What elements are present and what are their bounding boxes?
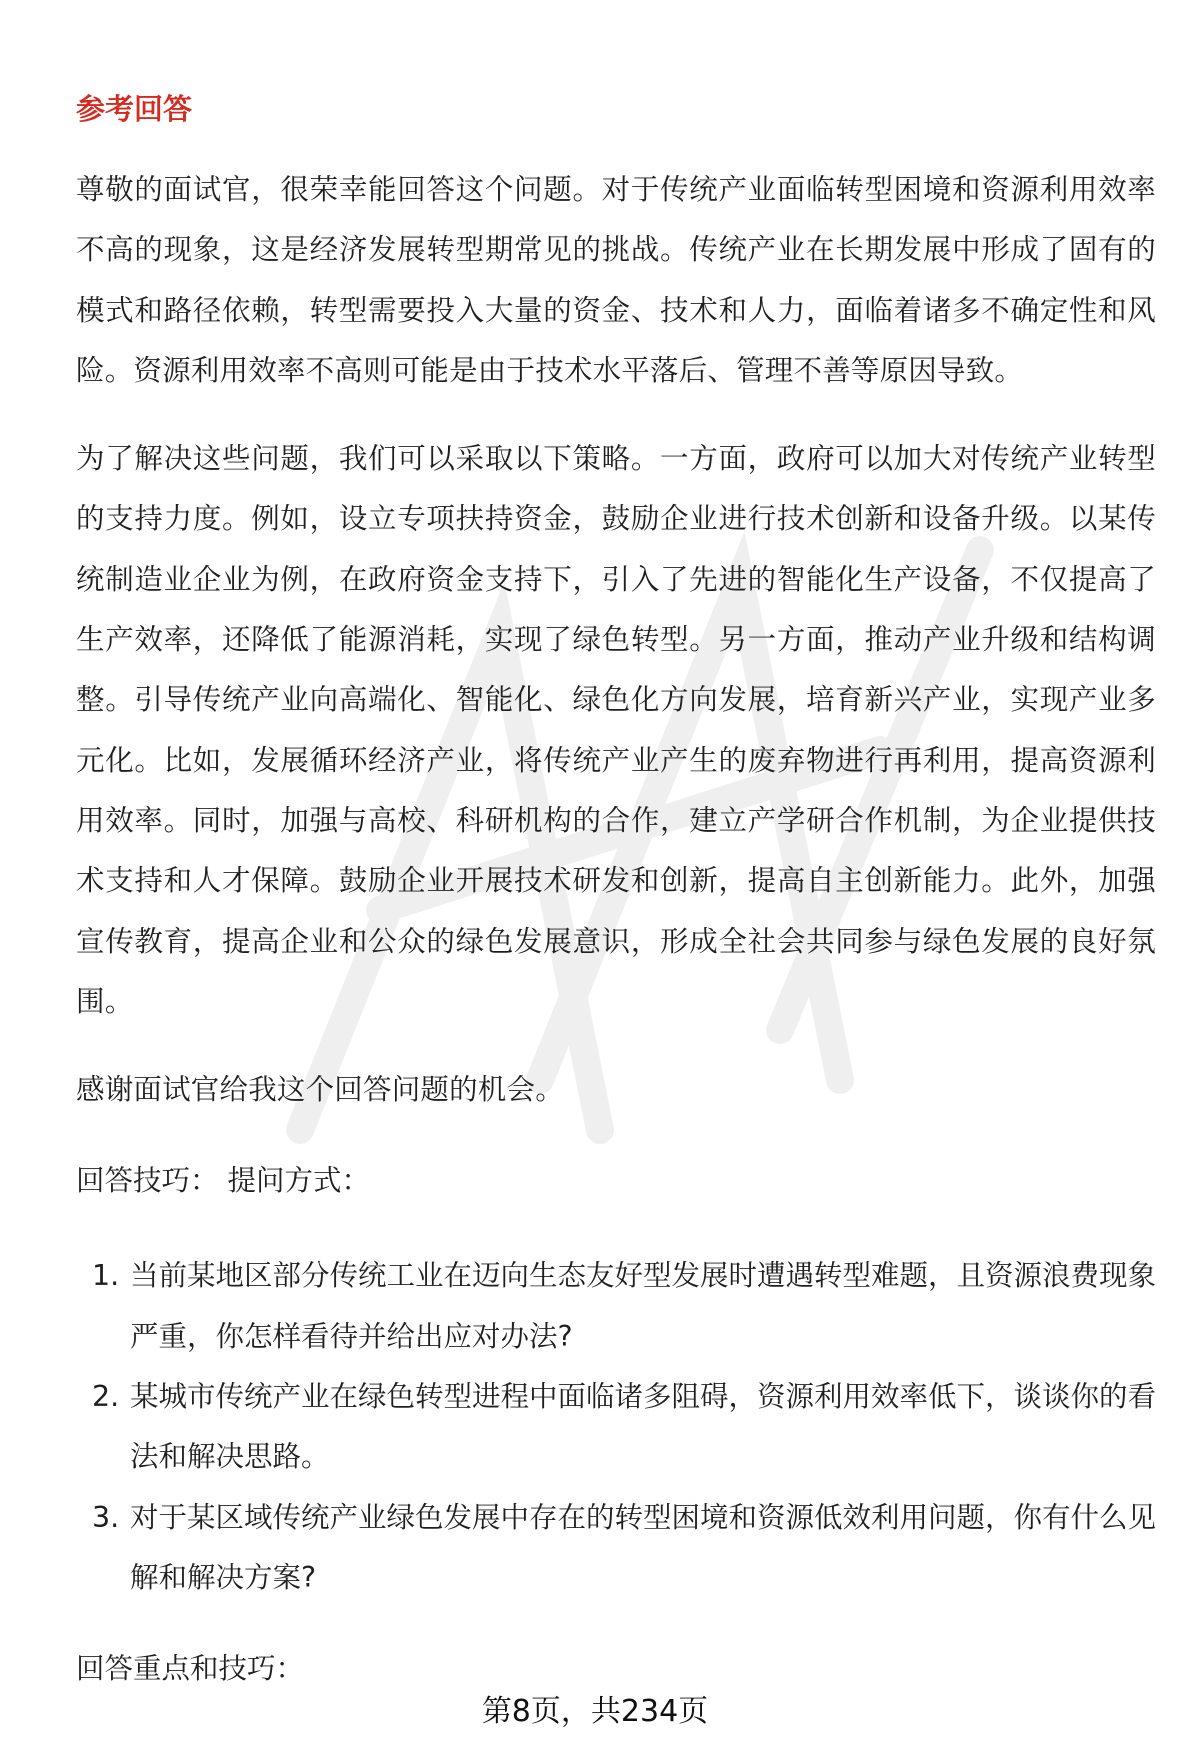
list-item xyxy=(76,1367,1156,1488)
answer-paragraph-3: 感谢面试官给我这个回答问题的机会。 xyxy=(76,1073,564,1107)
answer-paragraph-1: 尊敬的面试官，很荣幸能回答这个问题。对于传统产业面临转型困境和资源利用效率不高的现象，这是经济发展转型期常见的挑战。传统产业在长期发展中形成了固有的模式和路径依赖，转型需要投入大量的资金、技术和人力，面临着诸多不确定性和风险。资源利用效率不高则可能是由于技术水平落后、管理不善等原因导致。 xyxy=(76,173,1156,387)
list-item-text: 某城市传统产业在绿色转型进程中面临诸多阻碍，资源利用效率低下，谈谈你的看法和解决思路。 xyxy=(130,1380,1157,1474)
key-points-label: 回答重点和技巧： xyxy=(76,1652,305,1686)
section-title: 参考回答 xyxy=(76,92,193,126)
list-item xyxy=(76,1246,1156,1367)
answer-paragraph-2: 为了解决这些问题，我们可以采取以下策略。一方面，政府可以加大对传统产业转型的支持力度。例如，设立专项扶持资金，鼓励企业进行技术创新和设备升级。以某传统制造业企业为例，在政府资金支持下，引入了先进的智能化生产设备，不仅提高了生产效率，还降低了能源消耗，实现了绿色转型。另一方面，推动产业升级和结构调整。引导传统产业向高端化、智能化、绿色化方向发展，培育新兴产业，实现产业多元化。比如，发展循环经济产业，将传统产业产生的废弃物进行再利用，提高资源利用效率。同时，加强与高校、科研机构的合作，建立产学研合作机制，为企业提供技术支持和人才保障。鼓励企业开展技术研发和创新，提高自主创新能力。此外，加强宣传教育，提高企业和公众的绿色发展意识，形成全社会共同参与绿色发展的良好氛围。 xyxy=(76,442,1156,1018)
list-item-text: 当前某地区部分传统工业在迈向生态友好型发展时遭遇转型难题，且资源浪费现象严重，你怎样看待并给出应对办法? xyxy=(130,1259,1157,1353)
tips-label: 回答技巧： 提问方式： xyxy=(76,1164,371,1198)
list-item-number: 3. xyxy=(92,1500,120,1534)
list-item-text: 对于某区域传统产业绿色发展中存在的转型困境和资源低效利用问题，你有什么见解和解决方案? xyxy=(130,1500,1157,1594)
list-item-number: 1. xyxy=(92,1259,120,1293)
page-footer: 第8页，共234页 xyxy=(481,1694,709,1729)
list-item-number: 2. xyxy=(92,1380,120,1414)
question-list xyxy=(76,1246,1156,1608)
list-item xyxy=(76,1488,1156,1609)
document-body xyxy=(76,86,1156,1734)
